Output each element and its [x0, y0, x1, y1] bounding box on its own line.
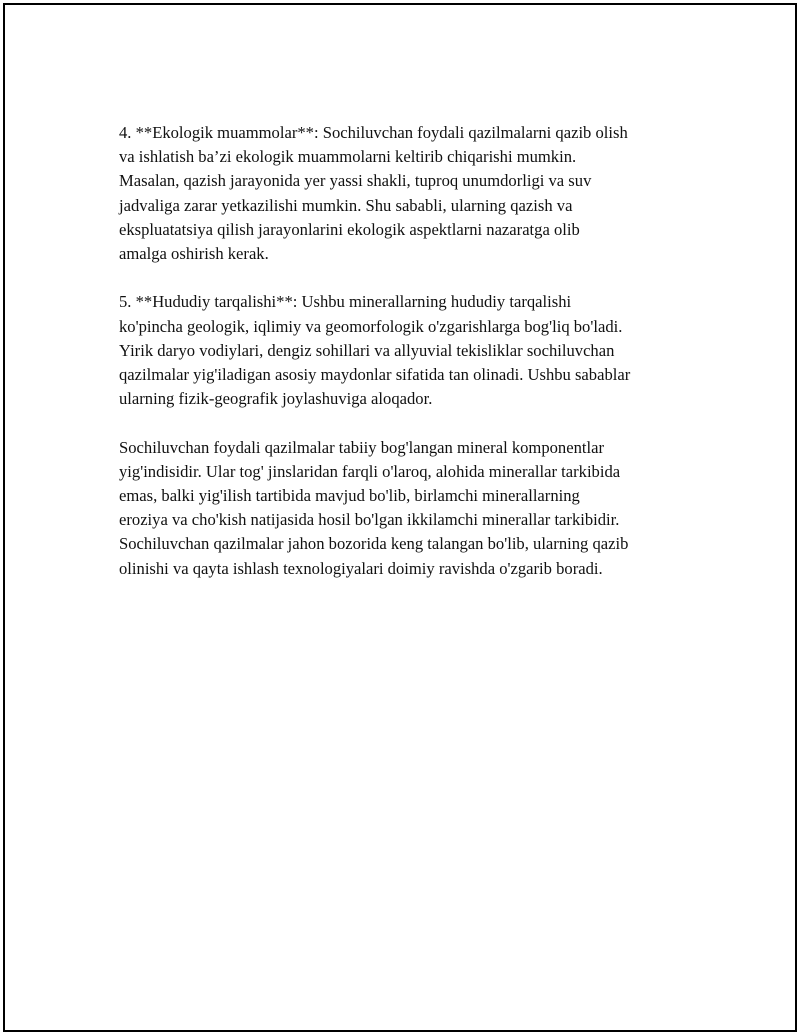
paragraph-regional-distribution	[119, 290, 699, 411]
text-line: ko'pincha geologik, iqlimiy va geomorfologik o'zgarishlarga bog'liq bo'ladi.	[119, 316, 623, 336]
document-page	[3, 3, 797, 1032]
text-line: Masalan, qazish jarayonida yer yassi shakli, tuproq unumdorligi va suv	[119, 171, 592, 191]
paragraph-ecological-problems	[119, 121, 699, 266]
text-line: amalga oshirish kerak.	[119, 244, 269, 264]
text-line: 4. **Ekologik muammolar**: Sochiluvchan foydali qazilmalarni qazib olish	[119, 123, 628, 142]
text-line: ekspluatatsiya qilish jarayonlarini ekologik aspektlarni nazaratga olib	[119, 219, 580, 239]
document-body	[119, 121, 699, 605]
paragraph-summary	[119, 436, 699, 581]
text-line: Yirik daryo vodiylari, dengiz sohillari va allyuvial tekisliklar sochiluvchan	[119, 340, 615, 360]
text-line: Sochiluvchan qazilmalar jahon bozorida keng talangan bo'lib, ularning qazib	[119, 534, 629, 554]
text-line: va ishlatish ba’zi ekologik muammolarni keltirib chiqarishi mumkin.	[119, 147, 577, 167]
text-line: jadvaliga zarar yetkazilishi mumkin. Shu sababli, ularning qazish va	[119, 195, 573, 215]
text-line: eroziya va cho'kish natijasida hosil bo'lgan ikkilamchi minerallar tarkibidir.	[119, 510, 620, 530]
text-line: emas, balki yig'ilish tartibida mavjud bo'lib, birlamchi minerallarning	[119, 486, 580, 506]
text-line: ularning fizik-geografik joylashuviga aloqador.	[119, 389, 433, 409]
text-line: yig'indisidir. Ular tog' jinslaridan farqli o'laroq, alohida minerallar tarkibida	[119, 461, 621, 481]
text-line: olinishi va qayta ishlash texnologiyalari doimiy ravishda o'zgarib boradi.	[119, 558, 603, 578]
text-line: Sochiluvchan foydali qazilmalar tabiiy bog'langan mineral komponentlar	[119, 437, 604, 457]
text-line: qazilmalar yig'iladigan asosiy maydonlar sifatida tan olinadi. Ushbu sabablar	[119, 365, 631, 385]
text-line: 5. **Hududiy tarqalishi**: Ushbu minerallarning hududiy tarqalishi	[119, 292, 572, 312]
